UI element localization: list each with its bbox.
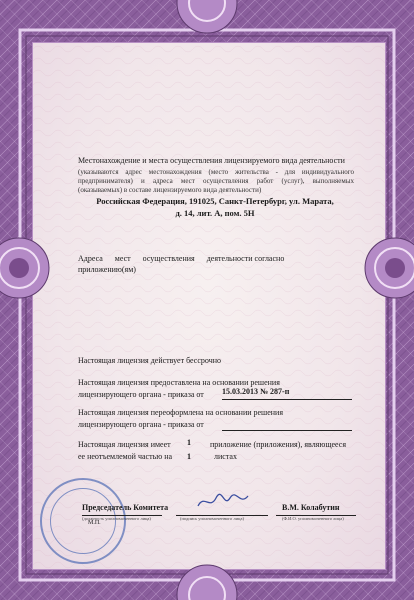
reissued-underline [222,429,352,431]
addresses-label-2: приложению(ям) [78,265,136,274]
reissued-line-1: Настоящая лицензия переоформлена на основании решения [78,408,284,417]
appendix-line-2b: листах [214,452,237,461]
address-line-2: д. 14, лит. А, пом. 5Н [175,208,255,218]
official-stamp [40,478,126,564]
top-rosette-icon [174,0,240,36]
appendix-line-2a: ее неотъемлемой частью на [78,452,173,461]
signature-icon [194,490,254,514]
appendix-line-1b: приложение (приложения), являющееся [210,440,347,449]
caption-name: (Ф.И.О. уполномоченного лица) [282,516,344,521]
granted-line-2: лицензирующего органа - приказа от [78,390,204,399]
caption-sign: (подпись уполномоченного лица) [180,516,244,521]
appendix-sheets: 1 [187,452,191,461]
granted-line-1: Настоящая лицензия предоставлена на основании решения [78,378,280,387]
left-rosette-icon [0,235,52,301]
granted-value: 15.03.2013 № 287-п [222,387,290,396]
reissued-line-2: лицензирующего органа - приказа от [78,420,204,429]
right-rosette-icon [362,235,414,301]
bottom-rosette-icon [174,562,240,600]
mp-label: М.П. [88,520,101,526]
signer-name: В.М. Колабутин [282,503,340,512]
signer-title: Председатель Комитета [82,503,169,512]
appendix-line-1a: Настоящая лицензия имеет [78,440,171,449]
caption-title: (должность уполномоченного лица) [82,516,151,521]
intro-text: Местонахождение и места осуществления лицензируемого вида деятельности [78,156,345,165]
intro-note: (указываются адрес местонахождения (место жительства - для индивидуального предпринимателя) и адреса мест осуществления работ (услуг), выполняемых (оказываемых) в составе лицензируемого вида деятельности) [78,168,354,194]
addresses-label: Адреса мест осуществления деятельности согласно [78,254,285,263]
address-line-1: Российская Федерация, 191025, Санкт-Петербург, ул. Марата, [96,196,334,206]
granted-underline [222,398,352,400]
validity-text: Настоящая лицензия действует бессрочно [78,356,222,365]
appendix-count: 1 [187,438,191,447]
